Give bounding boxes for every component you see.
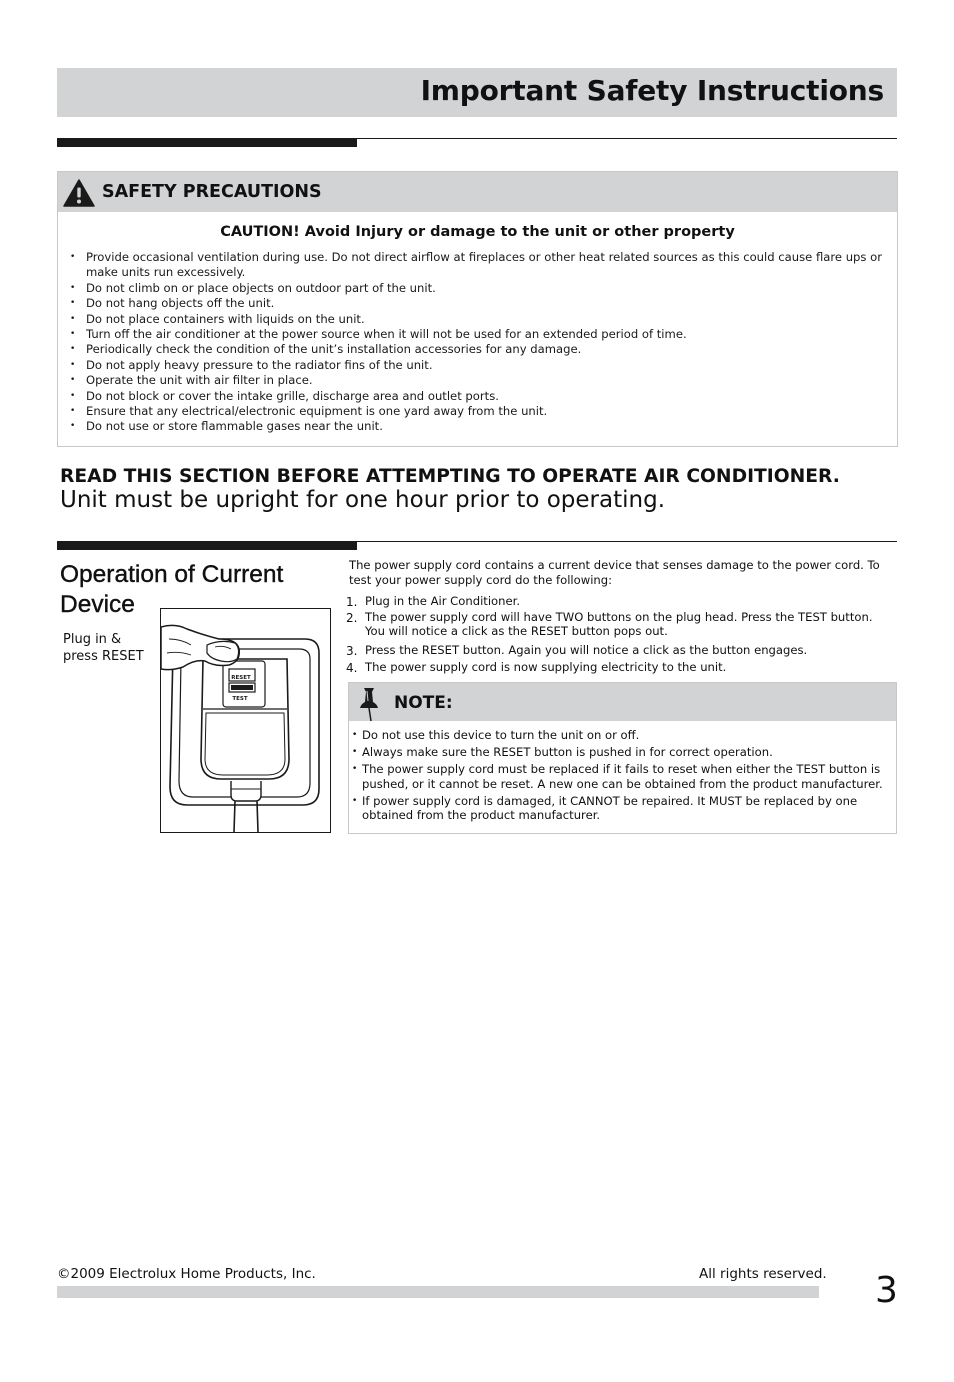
- plug-in-caption: [63, 631, 158, 665]
- test-label: TEST: [232, 696, 248, 702]
- list-item: • The power supply cord must be replaced if it fails to reset when either the TEST button is pushed, or it cannot be reset. A new one can be obtained from the product manufacturer.: [362, 762, 894, 791]
- list-item: • Do not apply heavy pressure to the radiator fins of the unit.: [86, 358, 896, 373]
- list-item: • Do not use or store flammable gases near the unit.: [86, 419, 896, 434]
- list-item: • Do not block or cover the intake grille, discharge area and outlet ports.: [86, 389, 896, 404]
- reset-label: RESET: [231, 675, 251, 681]
- plug-head-illustration: [161, 609, 330, 832]
- note-heading: NOTE:: [394, 693, 453, 713]
- page-title-bar: [57, 68, 897, 117]
- list-item: • Always make sure the RESET button is pushed in for correct operation.: [362, 745, 894, 760]
- safety-precautions-header: [58, 172, 897, 212]
- safety-precautions-list: [86, 250, 896, 435]
- copyright-text: ©2009 Electrolux Home Products, Inc.: [57, 1266, 316, 1282]
- step-number: 2.: [346, 611, 358, 625]
- step-text: Plug in the Air Conditioner.: [365, 594, 521, 608]
- pushpin-icon: [358, 686, 382, 722]
- step-text: Press the RESET button. Again you will notice a click as the button engages.: [365, 643, 808, 657]
- rights-text: All rights reserved.: [699, 1266, 827, 1282]
- list-item: • Do not hang objects off the unit.: [86, 296, 896, 311]
- step-number: 3.: [346, 644, 358, 658]
- step-text: The power supply cord is now supplying electricity to the unit.: [365, 660, 727, 674]
- list-item: • Do not use this device to turn the unit on or off.: [362, 728, 894, 743]
- operation-title-line: Device: [60, 591, 135, 618]
- divider-thick: [57, 139, 357, 147]
- list-item: • Provide occasional ventilation during use. Do not direct airflow at fireplaces or other heat related sources as this could cause flare ups or make units run excessively.: [86, 250, 896, 281]
- caption-line: Plug in &: [63, 632, 122, 647]
- note-box: [348, 682, 897, 834]
- safety-precautions-heading: SAFETY PRECAUTIONS: [102, 182, 322, 202]
- list-item: • Do not climb on or place objects on outdoor part of the unit.: [86, 281, 896, 296]
- plug-illustration: [160, 608, 331, 833]
- step-number: 4.: [346, 661, 358, 675]
- step-number: 1.: [346, 595, 358, 609]
- caption-line: press RESET: [63, 649, 144, 664]
- page-number: 3: [875, 1270, 898, 1311]
- warning-icon: [63, 179, 95, 207]
- operation-title-line: Operation of Current: [60, 561, 284, 588]
- page-title: Important Safety Instructions: [420, 74, 884, 107]
- list-item: • Do not place containers with liquids on the unit.: [86, 312, 896, 327]
- list-item: • Periodically check the condition of the unit’s installation accessories for any damage.: [86, 342, 896, 357]
- footer-bar: [57, 1286, 819, 1298]
- upright-notice: Unit must be upright for one hour prior to operating.: [60, 487, 666, 513]
- list-item: • Operate the unit with air filter in place.: [86, 373, 896, 388]
- divider-thick: [57, 542, 357, 550]
- list-item: • If power supply cord is damaged, it CANNOT be repaired. It MUST be replaced by one obtained from the product manufacturer.: [362, 794, 894, 823]
- safety-precautions-box: [57, 171, 898, 447]
- operation-intro: The power supply cord contains a current device that senses damage to the power cord. To test your power supply cord do the following:: [349, 558, 880, 587]
- read-section-heading: READ THIS SECTION BEFORE ATTEMPTING TO OPERATE AIR CONDITIONER.: [60, 466, 840, 487]
- list-item: • Turn off the air conditioner at the power source when it will not be used for an extended period of time.: [86, 327, 896, 342]
- step-text: The power supply cord will have TWO buttons on the plug head. Press the TEST button. You will notice a click as the RESET button pops out.: [365, 610, 873, 639]
- note-header: [349, 683, 896, 721]
- note-list: [362, 728, 894, 826]
- list-item: • Ensure that any electrical/electronic equipment is one yard away from the unit.: [86, 404, 896, 419]
- caution-statement: CAUTION! Avoid Injury or damage to the unit or other property: [220, 224, 735, 240]
